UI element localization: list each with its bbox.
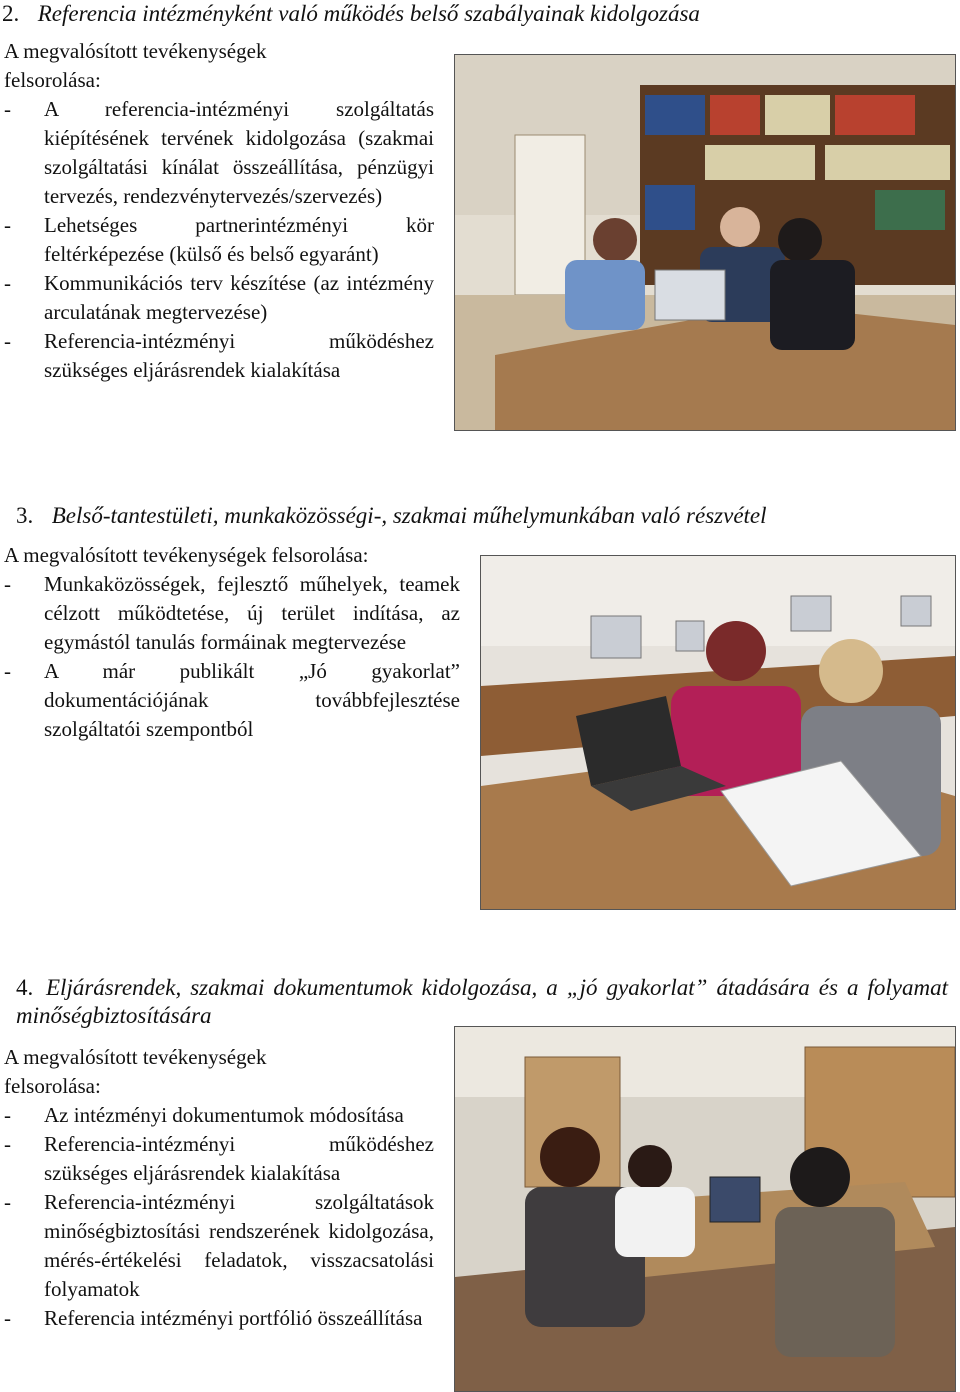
photo-meeting-library [454, 54, 956, 431]
list-item: - Lehetséges partnerintézményi kör feltérképezése (külső és belső egyaránt) [4, 211, 434, 269]
section-4-list [4, 1101, 434, 1333]
section-3-intro: A megvalósított tevékenységek felsorolása: [4, 543, 369, 567]
list-item: - Munkaközösségek, fejlesztő műhelyek, teamek célzott működtetése, új terület indítása, az egymástól tanulás formáinak megtervezése [4, 570, 460, 657]
list-item: - Referencia-intézményi működéshez szükséges eljárásrendek kialakítása [4, 327, 434, 385]
section-4-intro: A megvalósított tevékenységek felsorolása: [4, 1045, 267, 1098]
section-2-heading [2, 0, 942, 28]
photo-workshop-laptop [480, 555, 956, 910]
photo-group-computers [454, 1026, 956, 1392]
section-2-list [4, 95, 434, 385]
list-item: - Referencia-intézményi szolgáltatások minőségbiztosítási rendszerének kidolgozása, mérés-értékelési feladatok, visszacsatolási folyamatok [4, 1188, 434, 1304]
list-item: - Referencia-intézményi működéshez szükséges eljárásrendek kialakítása [4, 1130, 434, 1188]
list-item: - A referencia-intézményi szolgáltatás kiépítésének tervének kidolgozása (szakmai szolgáltatási kínálat összeállítása, pénzügyi tervezés, rendezvénytervezés/szervezés) [4, 95, 434, 211]
section-2-title: Referencia intézményként való működés belső szabályainak kidolgozása [37, 1, 700, 26]
section-4-title: Eljárásrendek, szakmai dokumentumok kidolgozása, a „jó gyakorlat” átadására és a folyamat minőségbiztosítására [16, 975, 948, 1028]
list-item: - Referencia intézményi portfólió összeállítása [4, 1304, 434, 1333]
section-3-list [4, 570, 460, 744]
section-2-number: 2. [2, 1, 20, 26]
section-4-number: 4. [16, 975, 34, 1000]
list-item: - A már publikált „Jó gyakorlat” dokumentációjának továbbfejlesztése szolgáltatói szempontból [4, 657, 460, 744]
section-2-intro: A megvalósított tevékenységek felsorolása: [4, 39, 267, 92]
list-item: - Kommunikációs terv készítése (az intézmény arculatának megtervezése) [4, 269, 434, 327]
list-item: - Az intézményi dokumentumok módosítása [4, 1101, 434, 1130]
section-3-heading [16, 502, 946, 530]
section-4-heading [16, 974, 948, 1030]
section-3-title: Belső-tantestületi, munkaközösségi-, szakmai műhelymunkában való részvétel [51, 503, 767, 528]
section-3-number: 3. [16, 503, 34, 528]
